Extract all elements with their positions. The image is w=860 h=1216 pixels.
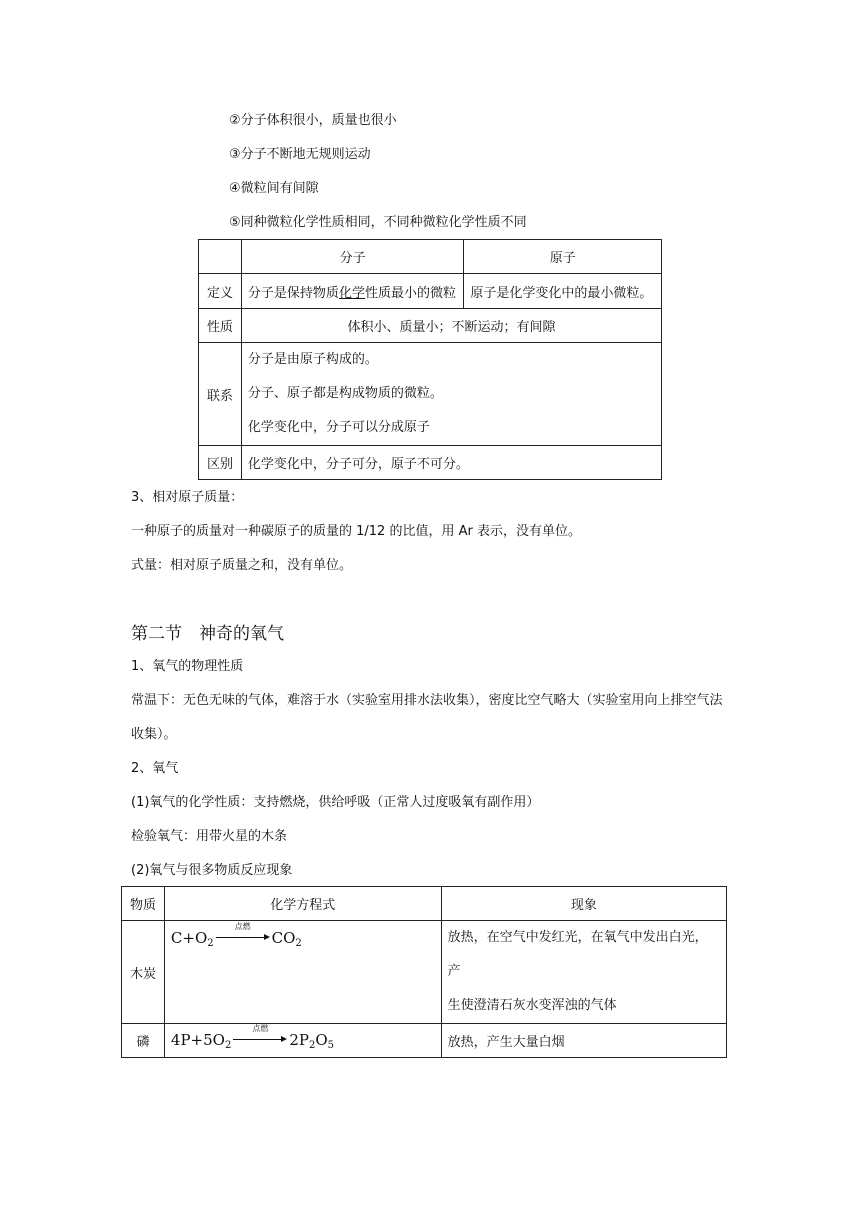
substance-phosphorus: 磷 (122, 1024, 165, 1058)
property-item-5: ⑤同种微粒化学性质相同，不同种微粒化学性质不同 (229, 215, 527, 230)
underlined-term: 化学 (338, 285, 365, 301)
property-item-3: ③分子不断地无规则运动 (229, 147, 371, 162)
equation-phosphorus (164, 1024, 441, 1058)
oxygen-title: 2、氧气 (131, 761, 179, 776)
chemical-props: (1)氧气的化学性质：支持燃烧，供给呼吸（正常人过度吸氧有副作用） (131, 795, 540, 810)
reaction-arrow-icon: 点燃 (233, 1031, 287, 1043)
physical-props-line-2: 收集）。 (131, 727, 177, 742)
property-item-2: ②分子体积很小，质量也很小 (229, 113, 397, 128)
row-label-property: 性质 (199, 309, 242, 343)
property-item-4: ④微粒间有间隙 (229, 181, 319, 196)
equation-charcoal (164, 921, 441, 1024)
header-equation: 化学方程式 (164, 887, 441, 921)
oxygen-test: 检验氧气：用带火星的木条 (131, 829, 288, 844)
relative-mass-title: 3、相对原子质量： (131, 490, 244, 505)
formula-mass: 式量：相对原子质量之和，没有单位。 (131, 558, 353, 573)
row-label-difference: 区别 (199, 446, 242, 480)
reaction-table (121, 886, 727, 1058)
substance-charcoal: 木炭 (122, 921, 165, 1024)
relation-cell (241, 343, 661, 446)
equation-text: $4P+5O_2$ 点燃 $2P_2O_5$ (170, 1023, 335, 1051)
definition-molecule: 分子是保持物质化学性质最小的微粒 (241, 274, 463, 309)
row-label-definition: 定义 (199, 274, 242, 309)
equation-text: $C+O_2$ 点燃 $CO_2$ (170, 922, 302, 949)
difference-text: 化学变化中，分子可分，原子不可分。 (241, 446, 661, 480)
row-label-relation: 联系 (199, 343, 242, 446)
empty-header-cell (199, 240, 242, 274)
header-phenomenon: 现象 (441, 887, 726, 921)
header-substance: 物质 (122, 887, 165, 921)
section-heading: 第二节 神奇的氧气 (131, 624, 284, 644)
relative-mass-definition: 一种原子的质量对一种碳原子的质量的 1/12 的比值，用 Ar 表示，没有单位。 (131, 524, 581, 539)
header-molecule: 分子 (241, 240, 463, 274)
molecule-atom-table (198, 239, 662, 480)
phenomenon-charcoal: 放热，在空气中发红光，在氧气中发出白光，产 生使澄清石灰水变浑浊的气体 (441, 921, 726, 1024)
property-text: 体积小、质量小；不断运动；有间隙 (241, 309, 661, 343)
relation-line-1: 分子是由原子构成的。 (247, 352, 378, 367)
definition-atom: 原子是化学变化中的最小微粒。 (464, 274, 662, 309)
physical-props-line-1: 常温下：无色无味的气体，难溶于水（实验室用排水法收集），密度比空气略大（实验室用向上排空气法 (131, 693, 723, 708)
reaction-arrow-icon: 点燃 (216, 929, 270, 941)
phenomenon-phosphorus: 放热，产生大量白烟 (441, 1024, 726, 1058)
header-atom: 原子 (464, 240, 662, 274)
relation-line-3: 化学变化中，分子可以分成原子 (247, 420, 430, 435)
reactions-title: (2)氧气与很多物质反应现象 (131, 863, 293, 878)
relation-line-2: 分子、原子都是构成物质的微粒。 (247, 386, 443, 401)
physical-props-title: 1、氧气的物理性质 (131, 659, 244, 674)
